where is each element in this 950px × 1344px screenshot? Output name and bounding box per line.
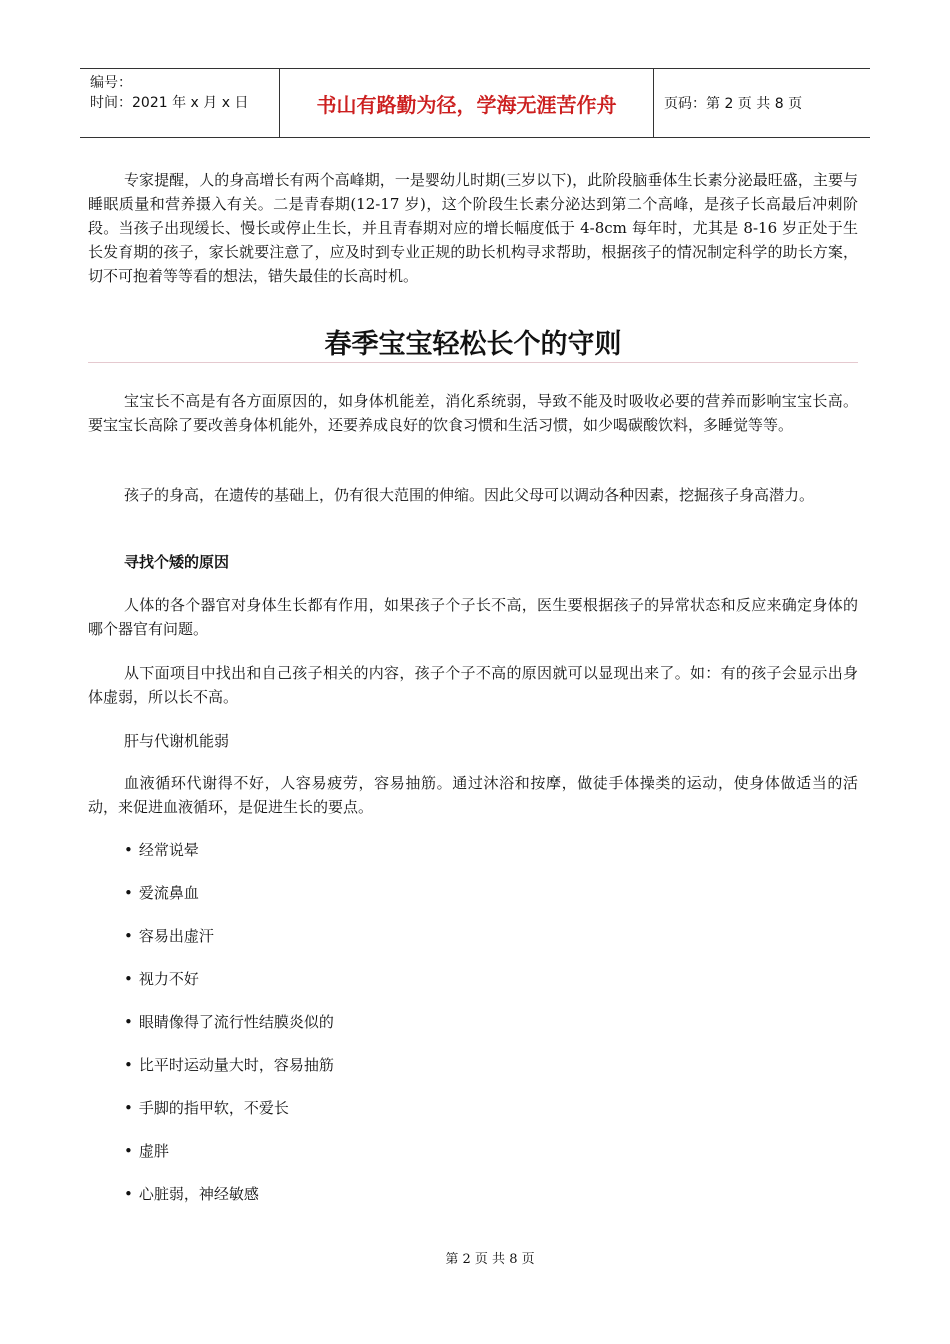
header-page-number: 页码：第 2 页 共 8 页	[664, 96, 803, 112]
intro-paragraph: 专家提醒，人的身高增长有两个高峰期，一是婴幼儿时期(三岁以下)，此阶段脑垂体生长素分泌最旺盛，主要与睡眠质量和营养摄入有关。二是青春期(12-17 岁)，这个阶段生长素分泌达到第二个高峰，是孩子长高最后冲刺阶段。当孩子出现缓长、慢长或停止生长，并且青春期对应的增长幅度低于 4-8cm 每年时，尤其是 8-16 岁正处于生长发育期的孩子，家长就要注意了，应及时到专业正规的助长机构寻求帮助，根据孩子的情况制定科学的助长方案，切不可抱着等等看的想法，错失最佳的长高时机。	[88, 171, 858, 285]
paragraph-5: 肝与代谢机能弱	[124, 732, 230, 750]
list-item: • 心脏弱，神经敏感	[124, 1185, 259, 1203]
header-motto: 书山有路勤为径，学海无涯苦作舟	[280, 69, 654, 137]
header-meta	[80, 69, 280, 137]
list-item: • 经常说晕	[124, 841, 199, 859]
list-item: • 比平时运动量大时，容易抽筋	[124, 1056, 334, 1074]
list-item: • 眼睛像得了流行性结膜炎似的	[124, 1013, 334, 1031]
paragraph-3: 人体的各个器官对身体生长都有作用，如果孩子个子长不高，医生要根据孩子的异常状态和反应来确定身体的哪个器官有问题。	[88, 596, 858, 638]
paragraph-2: 孩子的身高，在遗传的基础上，仍有很大范围的伸缩。因此父母可以调动各种因素，挖掘孩子身高潜力。	[124, 486, 815, 504]
bullet-icon: •	[124, 1013, 133, 1031]
bullet-icon: •	[124, 927, 133, 945]
list-item: • 视力不好	[124, 970, 199, 988]
paragraph-1: 宝宝长不高是有各方面原因的，如身体机能差，消化系统弱，导致不能及时吸收必要的营养而影响宝宝长高。要宝宝长高除了要改善身体机能外，还要养成良好的饮食习惯和生活习惯，如少喝碳酸饮料，多睡觉等等。	[88, 392, 858, 434]
bullet-icon: •	[124, 1142, 133, 1160]
page-header	[80, 68, 870, 138]
bullet-icon: •	[124, 970, 133, 988]
section-subheading: 寻找个矮的原因	[124, 553, 230, 571]
paragraph-6: 血液循环代谢得不好，人容易疲劳，容易抽筋。通过沐浴和按摩，做徒手体操类的运动，使身体做适当的活动，来促进血液循环，是促进生长的要点。	[88, 774, 858, 816]
document-date: 时间：2021 年 x 月 x 日	[90, 95, 249, 111]
paragraph-4: 从下面项目中找出和自己孩子相关的内容，孩子个子不高的原因就可以显现出来了。如：有的孩子会显示出身体虚弱，所以长不高。	[88, 664, 858, 706]
list-item: • 手脚的指甲软，不爱长	[124, 1099, 289, 1117]
list-item: • 容易出虚汗	[124, 927, 214, 945]
list-item: • 爱流鼻血	[124, 884, 199, 902]
bullet-icon: •	[124, 1056, 133, 1074]
list-item: • 虚胖	[124, 1142, 169, 1160]
title-divider	[88, 362, 858, 363]
page-footer: 第 2 页 共 8 页	[445, 1252, 535, 1267]
bullet-icon: •	[124, 1185, 133, 1203]
article-title: 春季宝宝轻松长个的守则	[324, 329, 622, 360]
bullet-icon: •	[124, 884, 133, 902]
bullet-icon: •	[124, 1099, 133, 1117]
bullet-icon: •	[124, 841, 133, 859]
document-number-label: 编号：	[90, 75, 132, 91]
